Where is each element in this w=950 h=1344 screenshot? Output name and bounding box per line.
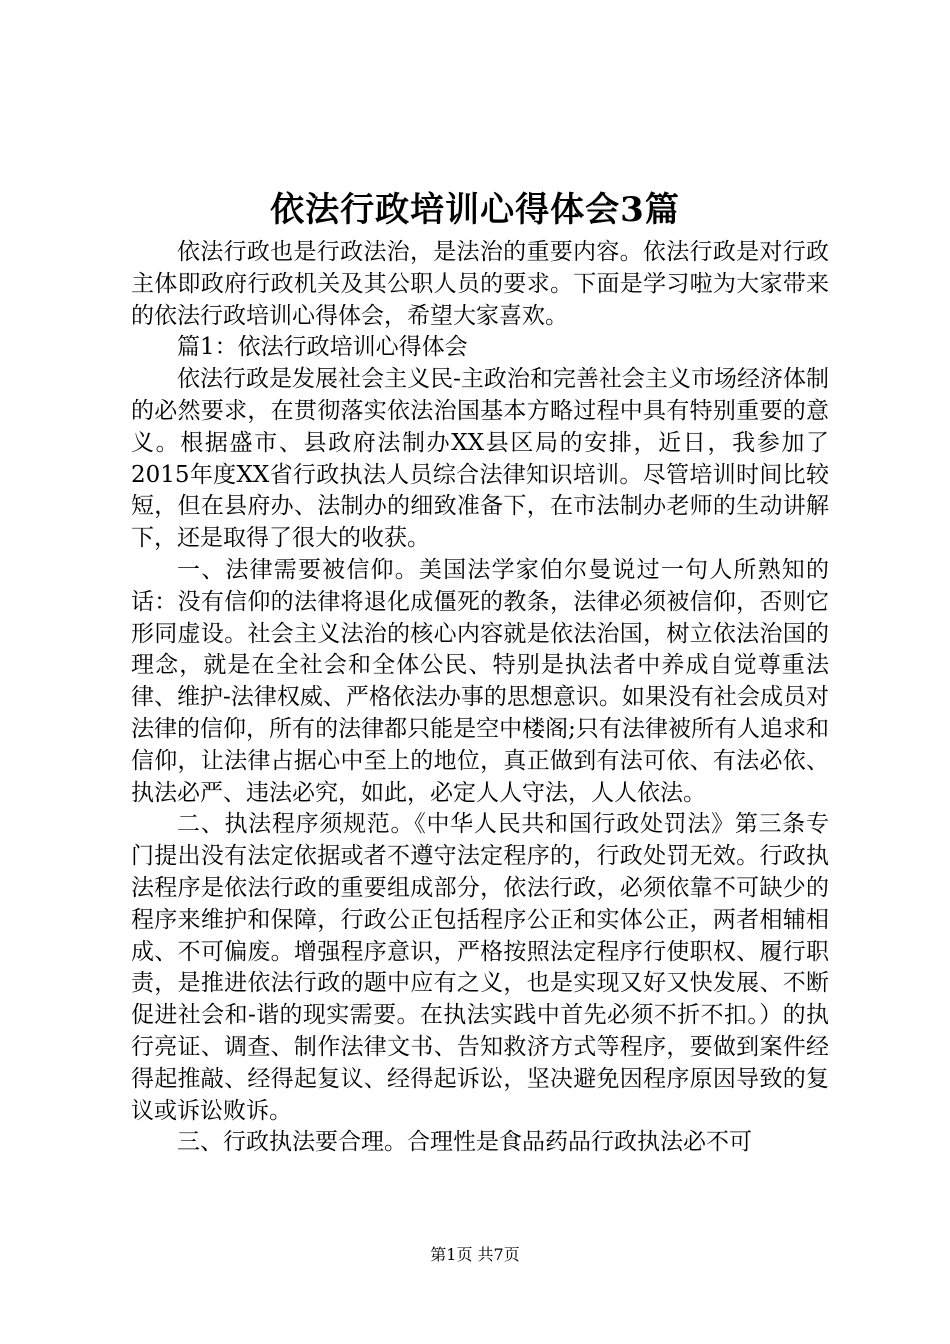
page-footer: 第1页 共7页: [430, 1245, 520, 1264]
paragraph-intro: 依法行政也是行政法治，是法治的重要内容。依法行政是对行政主体即政府行政机关及其公职人员的要求。下面是学习啦为大家带来的依法行政培训心得体会，希望大家喜欢。: [131, 239, 829, 329]
document-body: [131, 237, 829, 1159]
paragraph-body-1: 依法行政是发展社会主义民-主政治和完善社会主义市场经济体制的必然要求，在贯彻落实依法治国基本方略过程中具有特别重要的意义。根据盛市、县政府法制办XX县区局的安排，近日，我参加了2015年度XX省行政执法人员综合法律知识培训。尽管培训时间比较短，但在县府办、法制办的细致准备下，在市法制办老师的生动讲解下，还是取得了很大的收获。: [131, 366, 829, 552]
paragraph-point-2: 二、执法程序须规范。《中华人民共和国行政处罚法》第三条专门提出没有法定依据或者不遵守法定程序的，行政处罚无效。行政执法程序是依法行政的重要组成部分，依法行政，必须依靠不可缺少的程序来维护和保障，行政公正包括程序公正和实体公正，两者相辅相成、不可偏废。增强程序意识，严格按照法定程序行使职权、履行职责，是推进依法行政的题中应有之义，也是实现又好又快发展、不断促进社会和-谐的现实需要。在执法实践中首先必须不折不扣。）的执行亮证、调查、制作法律文书、告知救济方式等程序，要做到案件经得起推敲、经得起复议、经得起诉讼，坚决避免因程序原因导致的复议或诉讼败诉。: [131, 811, 829, 1124]
paragraph-point-1: 一、法律需要被信仰。美国法学家伯尔曼说过一句人所熟知的话：没有信仰的法律将退化成僵死的教条，法律必须被信仰，否则它形同虚设。社会主义法治的核心内容就是依法治国，树立依法治国的理念，就是在全社会和全体公民、特别是执法者中养成自觉尊重法律、维护-法律权威、严格依法办事的思想意识。如果没有社会成员对法律的信仰，所有的法律都只能是空中楼阁;只有法律被所有人追求和信仰，让法律占据心中至上的地位，真正做到有法可依、有法必依、执法必严、违法必究，如此，必定人人守法，人人依法。: [131, 556, 829, 806]
paragraph-section-heading: 篇1：依法行政培训心得体会: [177, 334, 468, 361]
document-title: 依法行政培训心得体会3篇: [270, 190, 680, 230]
paragraph-point-3: 三、行政执法要合理。合理性是食品药品行政执法必不可: [177, 1129, 752, 1156]
